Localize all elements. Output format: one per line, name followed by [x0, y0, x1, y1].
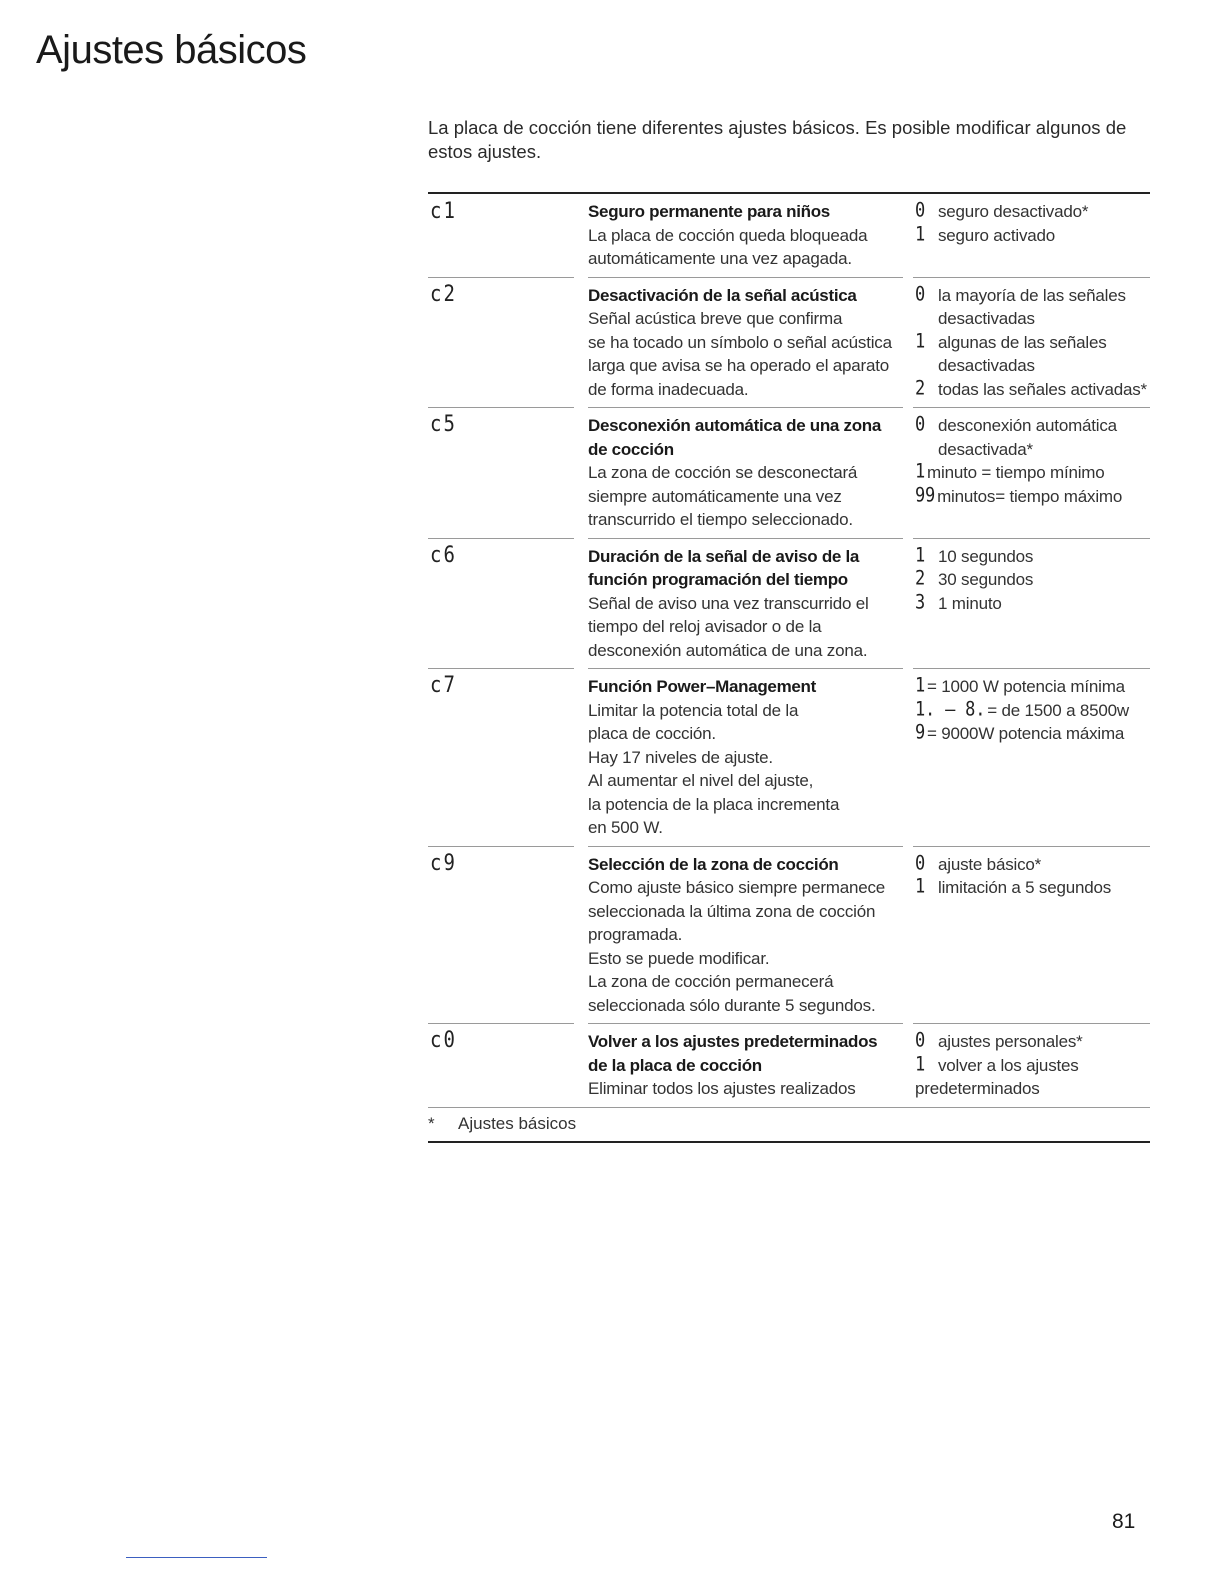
setting-description-line: Señal acústica breve que confirma — [588, 309, 843, 328]
footnote-text: Ajustes básicos — [458, 1113, 577, 1133]
setting-value-text: ajustes personales* — [938, 1032, 1083, 1051]
setting-code-cell — [428, 277, 588, 408]
setting-description-line: la potencia de la placa incrementa — [588, 794, 840, 814]
setting-value-key: 1 — [915, 875, 926, 899]
setting-value-option — [915, 853, 1150, 877]
setting-value-option — [915, 438, 1150, 462]
setting-value-text: todas las señales activadas* — [938, 379, 1147, 399]
setting-value-option — [915, 1054, 1150, 1078]
setting-value-text: = 1000 W potencia mínima — [927, 677, 1125, 696]
setting-value-option — [915, 200, 1150, 224]
setting-value-key: 1 — [915, 329, 926, 353]
setting-code: c6 — [430, 541, 457, 568]
setting-value-key: 0 — [915, 1029, 926, 1053]
page-title: Ajustes básicos — [36, 28, 307, 72]
footnote-symbol: * — [428, 1113, 435, 1133]
setting-value-key: 1 — [915, 543, 926, 567]
setting-code: c2 — [430, 280, 457, 307]
intro-paragraph: La placa de cocción tiene diferentes ajustes básicos. Es posible modificar algunos de estos ajustes. — [428, 117, 1127, 162]
setting-value-option — [915, 722, 1150, 746]
bottom-link-underline — [126, 1557, 267, 1558]
setting-value-key: 2 — [915, 567, 926, 591]
setting-value-text: ajuste básico* — [938, 854, 1042, 874]
setting-value-key: 1 — [915, 1052, 926, 1076]
setting-description-line: tiempo del reloj avisador o de la — [588, 617, 822, 636]
setting-value-text: = de 1500 a 8500w — [987, 700, 1129, 720]
setting-value-key: 0 — [915, 199, 926, 223]
setting-value-key: 3 — [915, 590, 926, 614]
setting-value-text: seguro desactivado* — [938, 202, 1089, 221]
setting-values-cell — [913, 668, 1150, 846]
settings-row — [428, 407, 1150, 538]
settings-row — [428, 846, 1150, 1024]
setting-title: Selección de la zona de cocción — [588, 854, 839, 874]
setting-description-line: Al aumentar el nivel del ajuste, — [588, 771, 814, 790]
setting-values-cell — [913, 1023, 1150, 1107]
setting-value-key: 1 — [915, 460, 926, 484]
setting-values-cell — [913, 538, 1150, 669]
setting-description-line: Hay 17 niveles de ajuste. — [588, 747, 773, 767]
setting-value-key: 0 — [915, 282, 926, 306]
setting-value-option — [915, 699, 1150, 723]
setting-code: c0 — [430, 1027, 457, 1053]
footnote — [428, 1107, 1150, 1143]
setting-title: Desconexión automática de una zona — [588, 416, 882, 435]
setting-value-option — [915, 284, 1150, 308]
setting-title: de cocción — [588, 439, 674, 459]
setting-value-key: 1 — [915, 674, 926, 698]
setting-code-cell — [428, 538, 588, 669]
setting-value-option — [915, 1077, 1150, 1101]
setting-description-line: en 500 W. — [588, 818, 663, 837]
setting-value-option — [915, 485, 1150, 509]
setting-title: función programación del tiempo — [588, 570, 848, 589]
settings-row — [428, 538, 1150, 669]
setting-value-text: algunas de las señales — [938, 332, 1107, 352]
settings-row — [428, 194, 1150, 277]
setting-value-text: predeterminados — [915, 1079, 1040, 1098]
setting-code-cell — [428, 668, 588, 846]
setting-description-line: larga que avisa se ha operado el aparato — [588, 356, 890, 375]
setting-description-line: Señal de aviso una vez transcurrido el — [588, 593, 869, 613]
setting-value-option — [915, 378, 1150, 402]
setting-value-key — [915, 352, 938, 379]
setting-description-line: seleccionada sólo durante 5 segundos. — [588, 995, 876, 1015]
setting-description-cell — [588, 538, 903, 669]
setting-code-cell — [428, 1023, 588, 1107]
page-number: 81 — [1112, 1510, 1136, 1533]
setting-value-option — [915, 592, 1150, 616]
setting-value-key — [915, 305, 938, 332]
setting-values-cell — [913, 846, 1150, 1024]
settings-row — [428, 277, 1150, 408]
setting-description-line: placa de cocción. — [588, 724, 716, 743]
setting-code-cell — [428, 407, 588, 538]
setting-value-text: = 9000W potencia máxima — [927, 724, 1125, 743]
setting-title: de la placa de cocción — [588, 1055, 762, 1075]
setting-value-option — [915, 354, 1150, 378]
setting-description-line: seleccionada la última zona de cocción — [588, 901, 876, 921]
setting-value-text: minutos= tiempo máximo — [937, 486, 1123, 506]
settings-row — [428, 1023, 1150, 1107]
setting-code-cell — [428, 194, 588, 277]
setting-value-text: 1 minuto — [938, 593, 1002, 613]
setting-value-text: seguro activado — [938, 225, 1056, 245]
setting-value-option — [915, 1030, 1150, 1054]
setting-value-key: 99 — [915, 483, 936, 507]
settings-row — [428, 668, 1150, 846]
setting-value-option — [915, 331, 1150, 355]
setting-value-option — [915, 307, 1150, 331]
settings-table — [428, 192, 1150, 1143]
setting-title: Duración de la señal de aviso de la — [588, 546, 860, 566]
setting-value-text: limitación a 5 segundos — [938, 878, 1112, 897]
setting-values-cell — [913, 277, 1150, 408]
setting-value-text: desconexión automática — [938, 416, 1117, 435]
setting-value-option — [915, 414, 1150, 438]
setting-description-line: Limitar la potencia total de la — [588, 700, 799, 720]
setting-value-text: la mayoría de las señales — [938, 285, 1126, 305]
setting-title: Seguro permanente para niños — [588, 202, 830, 221]
setting-description-line: programada. — [588, 925, 683, 944]
setting-value-text: 30 segundos — [938, 570, 1034, 589]
setting-value-text: 10 segundos — [938, 546, 1034, 566]
setting-code: c5 — [430, 411, 457, 437]
setting-description-line: desconexión automática de una zona. — [588, 640, 868, 660]
setting-description-line: Esto se puede modificar. — [588, 948, 770, 968]
setting-description-line: se ha tocado un símbolo o señal acústica — [588, 332, 892, 352]
setting-description-line: La zona de cocción se desconectará — [588, 463, 858, 482]
setting-title: Volver a los ajustes predeterminados — [588, 1032, 878, 1051]
setting-description-cell — [588, 846, 903, 1024]
setting-description-line: transcurrido el tiempo seleccionado. — [588, 510, 853, 529]
setting-value-text: desactivadas — [938, 356, 1035, 375]
setting-description-line: Como ajuste básico siempre permanece — [588, 878, 886, 897]
setting-value-key: 1. – 8. — [915, 697, 986, 721]
setting-code-cell — [428, 846, 588, 1024]
setting-code: c9 — [430, 849, 457, 876]
setting-value-key: 9 — [915, 721, 926, 745]
setting-description-cell — [588, 1023, 903, 1107]
setting-description-line: de forma inadecuada. — [588, 379, 749, 399]
setting-values-cell — [913, 407, 1150, 538]
setting-value-text: minuto = tiempo mínimo — [927, 463, 1105, 482]
setting-description-line: siempre automáticamente una vez — [588, 486, 842, 506]
setting-title: Desactivación de la señal acústica — [588, 285, 857, 305]
setting-value-option — [915, 461, 1150, 485]
setting-description-cell — [588, 277, 903, 408]
setting-description-cell — [588, 194, 903, 277]
setting-values-cell — [913, 194, 1150, 277]
setting-value-text: desactivadas — [938, 309, 1035, 328]
setting-title: Función Power–Management — [588, 677, 817, 696]
setting-description-line: automáticamente una vez apagada. — [588, 249, 852, 268]
setting-value-key: 0 — [915, 413, 926, 437]
setting-value-option — [915, 224, 1150, 248]
setting-description-line: La placa de cocción queda bloqueada — [588, 225, 868, 245]
settings-rows — [428, 194, 1150, 1107]
setting-value-key: 0 — [915, 851, 926, 875]
setting-value-text: desactivada* — [938, 439, 1033, 459]
setting-value-key: 2 — [915, 376, 926, 400]
setting-value-option — [915, 876, 1150, 900]
setting-value-option — [915, 545, 1150, 569]
setting-value-option — [915, 568, 1150, 592]
setting-value-key: 1 — [915, 222, 926, 246]
setting-code: c1 — [430, 198, 457, 224]
setting-value-option — [915, 675, 1150, 699]
setting-description-line: Eliminar todos los ajustes realizados — [588, 1079, 856, 1098]
setting-description-line: La zona de cocción permanecerá — [588, 972, 834, 991]
setting-description-cell — [588, 668, 903, 846]
setting-code: c7 — [430, 672, 457, 698]
setting-description-cell — [588, 407, 903, 538]
setting-value-text: volver a los ajustes — [938, 1055, 1079, 1075]
